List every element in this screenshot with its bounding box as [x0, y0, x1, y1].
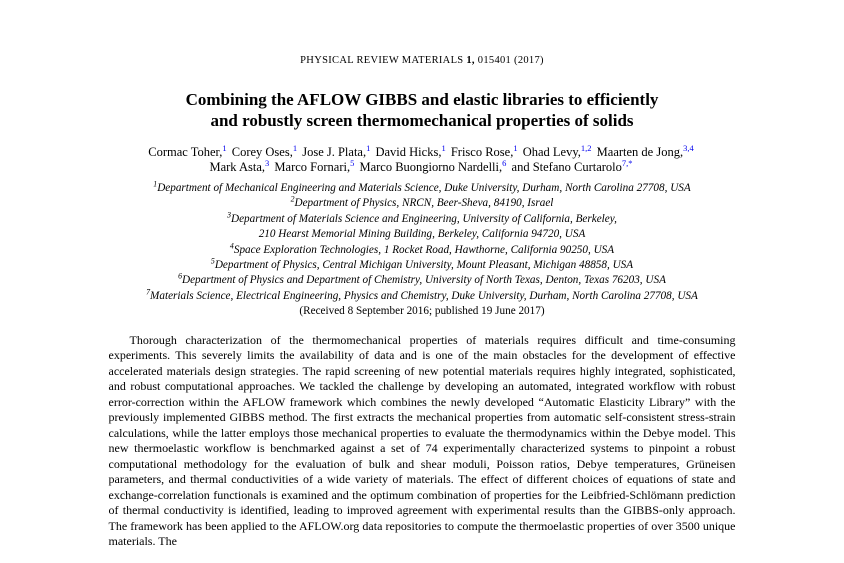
affiliation-superscript: 2	[290, 194, 295, 204]
author-name: Corey Oses,	[231, 145, 293, 159]
author	[148, 142, 227, 159]
abstract-text: Thorough characterization of the thermomechanical properties of materials requires difficult and time-consuming experiments. This severely limits the availability of data and is one of the main obstacles for the development of effective accelerated materials design strategies. The rapid screening of new potential materials requires highly integrated, sophisticated, and robust computational approaches. We tackled the challenge by developing an automated, integrated workflow with robust error-correction within the AFLOW framework which combines the newly developed “Automatic Elasticity Library” with the previously implemented GIBBS method. The first extracts the mechanical properties from automatic self-consistent stress-strain calculations, while the latter employs those mechanical properties to evaluate the thermodynamics within the Debye model. This new thermoelastic workflow is benchmarked against a set of 74 experimentally characterized systems to pinpoint a robust computational methodology for the evaluation of bulk and shear moduli, Poisson ratios, Debye temperatures, Grüneisen parameters, and thermal conductivities of a wide variety of materials. The effect of different choices of equations of state and exchange-correlation functionals is examined and the optimum combination of properties for the Leibfried-Schlömann prediction of thermal conductivity is identified, leading to improved agreement with experimental results than the GIBBS-only approach. The framework has been applied to the AFLOW.org data repositories to compute the thermoelastic properties of over 3500 unique materials. The	[108, 332, 736, 549]
affiliation-text: Department of Materials Science and Engineering, University of California, Berkeley,	[231, 212, 617, 225]
affiliation-line	[0, 212, 844, 227]
paper-title-line-1: Combining the AFLOW GIBBS and elastic libraries to efficiently	[185, 90, 659, 109]
affiliation-line	[0, 289, 844, 304]
author-name: Marco Fornari,	[274, 160, 351, 174]
affiliation-line	[0, 196, 844, 211]
author-name: Ohad Levy,	[522, 145, 581, 159]
author	[359, 157, 507, 174]
authors-line-2	[0, 157, 844, 175]
affiliations	[0, 181, 844, 320]
author-affiliation-superscript[interactable]: 1	[292, 142, 298, 153]
affiliation-superscript: 4	[229, 240, 234, 250]
author	[375, 142, 446, 159]
author-name: David Hicks,	[375, 145, 442, 159]
affiliation-line	[0, 227, 844, 242]
author-name: and Stefano Curtarolo	[511, 160, 622, 174]
author-name: Jose J. Plata,	[302, 145, 367, 159]
author	[511, 157, 633, 174]
author-name: Mark Asta,	[209, 160, 266, 174]
affiliation-superscript: 5	[210, 256, 215, 266]
affiliation-text: Materials Science, Electrical Engineering, Physics and Chemistry, Duke University, Durham, North Carolina 27708, USA	[150, 289, 698, 302]
author	[596, 142, 694, 159]
affiliation-superscript: 7	[146, 287, 151, 297]
author-affiliation-superscript[interactable]: 1	[513, 142, 518, 153]
author	[302, 142, 371, 159]
author	[450, 142, 518, 159]
paper-title	[0, 90, 844, 131]
author	[522, 142, 592, 159]
affiliation-superscript: 3	[227, 210, 232, 220]
author-affiliation-superscript[interactable]: 1	[441, 142, 446, 153]
author-affiliation-superscript[interactable]: 7,*	[621, 157, 633, 168]
affiliation-superscript: 1	[153, 179, 158, 189]
affiliation-text: Department of Mechanical Engineering and Materials Science, Duke University, Durham, North Carolina 27708, USA	[157, 182, 691, 194]
affiliation-line	[0, 240, 844, 258]
affiliation-text: Department of Physics, NRCN, Beer-Sheva, 84190, Israel	[294, 197, 554, 210]
affiliation-line	[0, 181, 844, 196]
journal-article-info: 015401 (2017)	[477, 55, 544, 66]
affiliation-text: 210 Hearst Memorial Mining Building, Berkeley, California 94720, USA	[258, 228, 586, 241]
author-name: Marco Buongiorno Nardelli,	[359, 160, 503, 174]
author-affiliation-superscript[interactable]: 1	[222, 142, 227, 153]
affiliation-superscript: 6	[178, 271, 182, 281]
journal-name: PHYSICAL REVIEW MATERIALS	[300, 55, 464, 66]
author-name: Frisco Rose,	[450, 145, 514, 159]
affiliation-line	[0, 258, 844, 273]
received-dates: (Received 8 September 2016; published 19 June 2017)	[299, 305, 545, 318]
author-affiliation-superscript[interactable]: 6	[502, 157, 507, 168]
author-list	[0, 142, 844, 175]
author-affiliation-superscript[interactable]: 5	[350, 157, 355, 168]
affiliation-line	[0, 273, 844, 288]
author-affiliation-superscript[interactable]: 1	[366, 142, 371, 153]
authors-line-1	[0, 142, 844, 160]
author	[209, 157, 270, 174]
author-name: Cormac Toher,	[148, 145, 223, 159]
affiliation-text: Space Exploration Technologies, 1 Rocket Road, Hawthorne, California 90250, USA	[233, 243, 615, 256]
author-affiliation-superscript[interactable]: 3	[265, 157, 270, 168]
journal-header	[0, 0, 844, 66]
paper-title-line-2: and robustly screen thermomechanical properties of solids	[210, 110, 634, 130]
author-affiliation-superscript[interactable]: 3,4	[683, 142, 694, 153]
author-name: Maarten de Jong,	[596, 145, 684, 159]
affiliation-text: Department of Physics and Department of Chemistry, University of North Texas, Denton, Texas 76203, USA	[181, 274, 666, 287]
journal-volume: 1,	[466, 55, 475, 66]
author-affiliation-superscript[interactable]: 1,2	[580, 142, 592, 153]
author	[274, 157, 355, 174]
affiliation-text: Department of Physics, Central Michigan University, Mount Pleasant, Michigan 48858, USA	[214, 259, 634, 272]
